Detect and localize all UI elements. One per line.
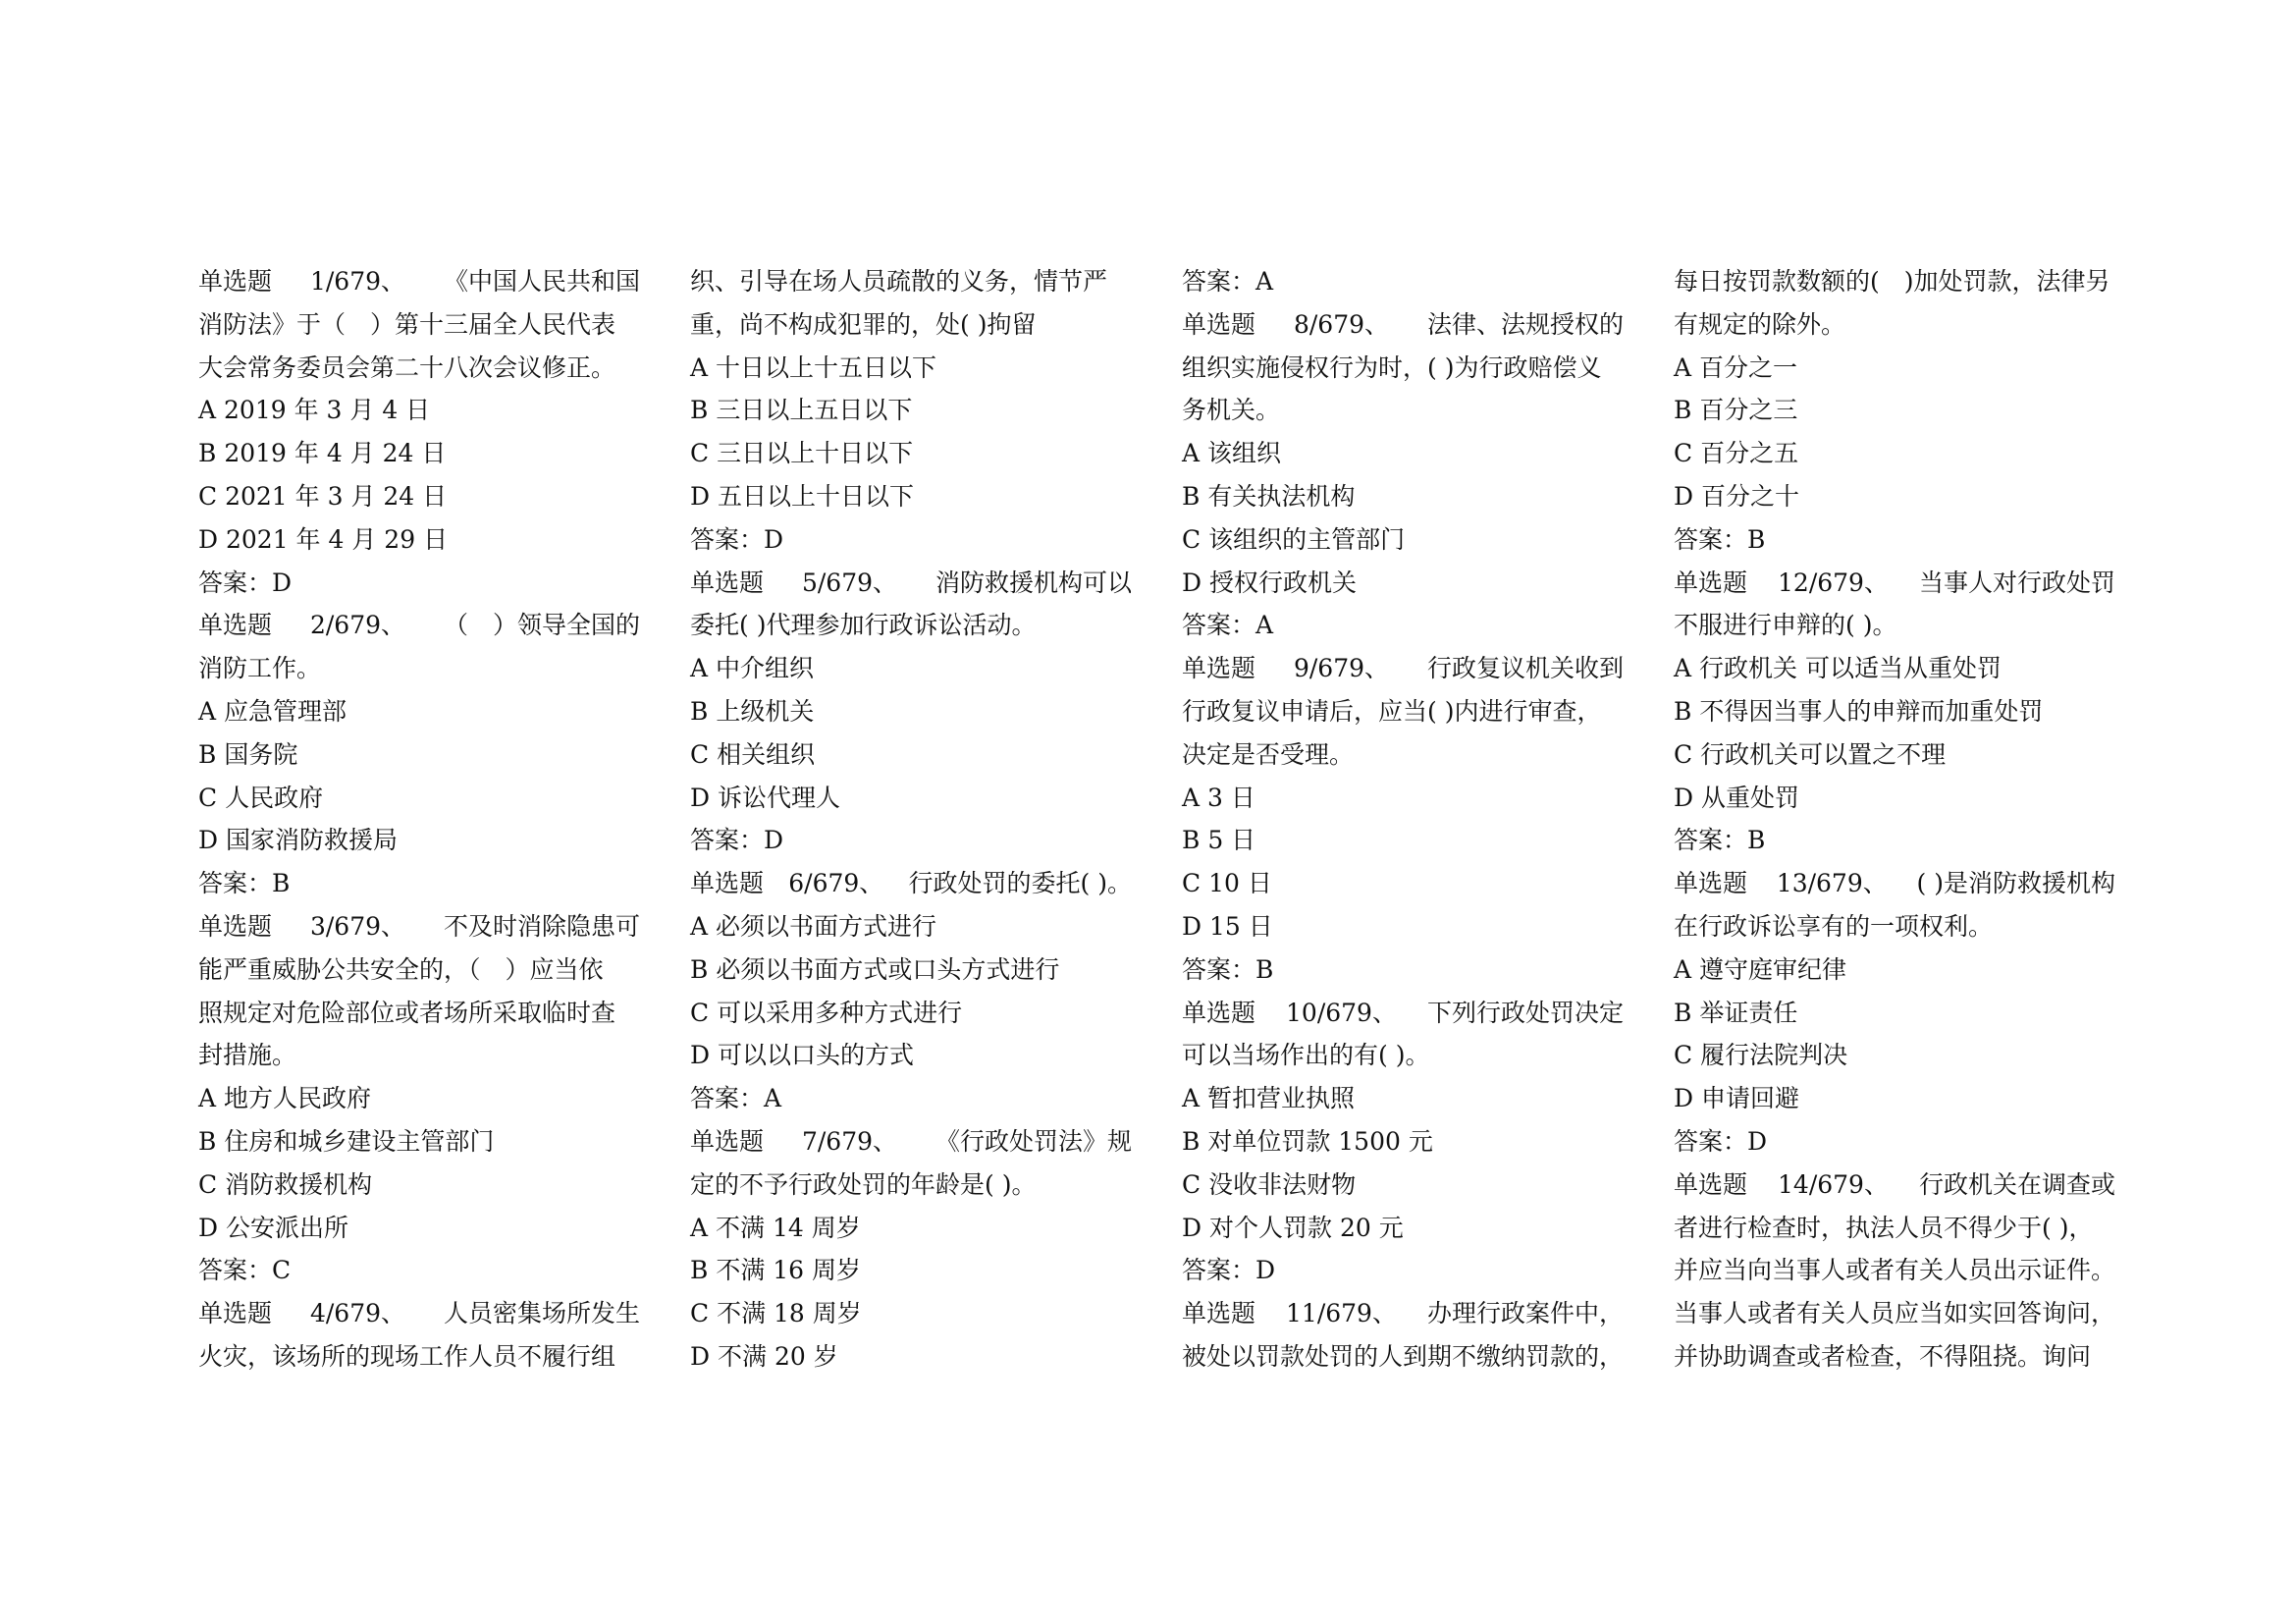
question-number: 2/679、	[309, 611, 406, 640]
question-number: 5/679、	[801, 568, 898, 597]
question-header	[1182, 303, 1624, 347]
text-line: 能严重威胁公共安全的，（ ）应当依	[198, 954, 604, 984]
option-line: A 十日以上十五日以下	[690, 352, 937, 382]
option-line: C 百分之五	[1674, 439, 1799, 468]
question-number: 14/679、	[1778, 1169, 1889, 1199]
text-line: 行政复议申请后，应当( )内进行审查，	[1182, 696, 1602, 726]
option-line: B 三日以上五日以下	[690, 396, 913, 425]
question-text-start: 行政机关在调查或	[1918, 1169, 2115, 1199]
question-type-label: 单选题	[198, 1299, 273, 1328]
option-line: D 15 日	[1182, 911, 1273, 941]
question-text-start: 行政处罚的委托( )。	[908, 869, 1132, 898]
text-line: 织、引导在场人员疏散的义务，情节严	[690, 267, 1108, 296]
text-line: 火灾，该场所的现场工作人员不履行组	[198, 1341, 616, 1371]
option-line: B 对单位罚款 1500 元	[1182, 1126, 1433, 1156]
option-line: B 国务院	[198, 739, 298, 769]
option-line: D 诉讼代理人	[690, 783, 840, 812]
question-text-start: 下列行政处罚决定	[1426, 998, 1624, 1027]
question-header	[1182, 992, 1624, 1035]
text-line: 并协助调查或者检查，不得阻挠。询问	[1674, 1341, 2092, 1371]
answer-line: 答案：D	[690, 524, 784, 554]
option-line: B 住房和城乡建设主管部门	[198, 1126, 495, 1156]
question-header	[690, 862, 1132, 905]
question-text-start: 法律、法规授权的	[1426, 309, 1624, 339]
option-line: C 行政机关可以置之不理	[1674, 739, 1947, 769]
option-line: D 2021 年 4 月 29 日	[198, 524, 449, 554]
option-line: C 该组织的主管部门	[1182, 524, 1406, 554]
text-line: 被处以罚款处罚的人到期不缴纳罚款的，	[1182, 1341, 1625, 1371]
option-line: C 可以采用多种方式进行	[690, 998, 963, 1027]
option-line: D 公安派出所	[198, 1213, 348, 1242]
text-line: 当事人或者有关人员应当如实回答询问，	[1674, 1299, 2116, 1328]
text-line: 委托( )代理参加行政诉讼活动。	[690, 611, 1037, 640]
answer-line: 答案：B	[198, 869, 291, 898]
question-number: 10/679、	[1286, 998, 1397, 1027]
text-column-1	[198, 260, 640, 1379]
option-line: C 不满 18 周岁	[690, 1299, 862, 1328]
option-line: B 不得因当事人的申辩而加重处罚	[1674, 696, 2044, 726]
option-line: D 五日以上十日以下	[690, 481, 914, 511]
question-type-label: 单选题	[1182, 654, 1256, 683]
text-line: 务机关。	[1182, 396, 1281, 425]
question-text-start: 办理行政案件中，	[1426, 1299, 1624, 1328]
text-line: 并应当向当事人或者有关人员出示证件。	[1674, 1256, 2116, 1285]
text-column-2	[690, 260, 1132, 1379]
option-line: A 该组织	[1182, 439, 1282, 468]
text-line: 消防法》于（ ）第十三届全人民代表	[198, 309, 616, 339]
option-line: A 行政机关 可以适当从重处罚	[1674, 654, 2002, 683]
option-line: B 上级机关	[690, 696, 815, 726]
answer-line: 答案：A	[690, 1084, 782, 1113]
question-number: 6/679、	[788, 869, 884, 898]
answer-line: 答案：A	[1182, 267, 1274, 296]
question-type-label: 单选题	[1182, 1299, 1256, 1328]
question-number: 8/679、	[1293, 309, 1390, 339]
option-line: C 人民政府	[198, 783, 324, 812]
text-line: 组织实施侵权行为时，( )为行政赔偿义	[1182, 352, 1602, 382]
answer-line: 答案：D	[690, 826, 784, 855]
option-line: B 必须以书面方式或口头方式进行	[690, 954, 1060, 984]
option-line: B 有关执法机构	[1182, 481, 1356, 511]
option-line: D 对个人罚款 20 元	[1182, 1213, 1404, 1242]
text-line: 决定是否受理。	[1182, 739, 1355, 769]
question-type-label: 单选题	[198, 611, 273, 640]
question-number: 1/679、	[309, 267, 406, 296]
question-text-start: （ ）领导全国的	[443, 611, 640, 640]
option-line: A 遵守庭审纪律	[1674, 954, 1847, 984]
option-line: A 应急管理部	[198, 696, 347, 726]
question-text-start: 不及时消除隐患可	[443, 911, 640, 941]
option-line: C 10 日	[1182, 869, 1272, 898]
question-header	[198, 1292, 640, 1335]
answer-line: 答案：C	[198, 1256, 292, 1285]
option-line: A 暂扣营业执照	[1182, 1084, 1356, 1113]
text-line: 可以当场作出的有( )。	[1182, 1041, 1430, 1070]
question-header	[198, 604, 640, 647]
question-type-label: 单选题	[690, 869, 765, 898]
question-header	[690, 562, 1132, 605]
option-line: A 3 日	[1182, 783, 1255, 812]
answer-line: 答案：A	[1182, 611, 1274, 640]
text-line: 定的不予行政处罚的年龄是( )。	[690, 1169, 1037, 1199]
option-line: D 授权行政机关	[1182, 568, 1357, 597]
answer-line: 答案：B	[1182, 954, 1274, 984]
option-line: C 三日以上十日以下	[690, 439, 914, 468]
question-text-start: 《行政处罚法》规	[934, 1126, 1132, 1156]
option-line: B 2019 年 4 月 24 日	[198, 439, 447, 468]
option-line: D 不满 20 岁	[690, 1341, 838, 1371]
question-type-label: 单选题	[690, 568, 765, 597]
option-line: B 不满 16 周岁	[690, 1256, 862, 1285]
option-line: C 没收非法财物	[1182, 1169, 1357, 1199]
option-line: A 必须以书面方式进行	[690, 911, 937, 941]
question-number: 13/679、	[1776, 869, 1888, 898]
text-column-3	[1182, 260, 1624, 1379]
question-type-label: 单选题	[198, 911, 273, 941]
text-column-4	[1674, 260, 2115, 1379]
option-line: B 百分之三	[1674, 396, 1798, 425]
option-line: B 5 日	[1182, 826, 1256, 855]
question-type-label: 单选题	[198, 267, 273, 296]
question-header	[198, 260, 640, 303]
question-text-start: 人员密集场所发生	[443, 1299, 640, 1328]
answer-line: 答案：B	[1674, 826, 1766, 855]
question-text-start: 行政复议机关收到	[1426, 654, 1624, 683]
question-header	[1674, 1164, 2115, 1207]
text-line: 大会常务委员会第二十八次会议修正。	[198, 352, 616, 382]
option-line: A 地方人民政府	[198, 1084, 372, 1113]
question-number: 11/679、	[1286, 1299, 1397, 1328]
question-number: 3/679、	[309, 911, 406, 941]
text-line: 有规定的除外。	[1674, 309, 1846, 339]
text-line: 消防工作。	[198, 654, 322, 683]
answer-line: 答案：D	[1674, 1126, 1768, 1156]
option-line: C 2021 年 3 月 24 日	[198, 481, 448, 511]
option-line: C 消防救援机构	[198, 1169, 373, 1199]
question-text-start: ( )是消防救援机构	[1916, 869, 2115, 898]
answer-line: 答案：D	[198, 568, 293, 597]
text-line: 重，尚不构成犯罪的，处( )拘留	[690, 309, 1037, 339]
question-type-label: 单选题	[1674, 1169, 1748, 1199]
question-text-start: 当事人对行政处罚	[1918, 568, 2115, 597]
option-line: B 举证责任	[1674, 998, 1798, 1027]
text-line: 封措施。	[198, 1041, 297, 1070]
question-number: 4/679、	[309, 1299, 406, 1328]
question-type-label: 单选题	[1182, 998, 1256, 1027]
text-line: 者进行检查时，执法人员不得少于( )，	[1674, 1213, 2094, 1242]
option-line: D 可以以口头的方式	[690, 1041, 914, 1070]
question-text-start: 消防救援机构可以	[934, 568, 1132, 597]
question-type-label: 单选题	[1674, 869, 1748, 898]
option-line: D 百分之十	[1674, 481, 1799, 511]
text-line: 不服进行申辩的( )。	[1674, 611, 1897, 640]
option-line: A 不满 14 周岁	[690, 1213, 861, 1242]
option-line: D 国家消防救援局	[198, 826, 398, 855]
question-header	[198, 905, 640, 948]
text-line: 照规定对危险部位或者场所采取临时查	[198, 998, 616, 1027]
answer-line: 答案：D	[1182, 1256, 1276, 1285]
question-header	[690, 1120, 1132, 1164]
question-header	[1674, 862, 2115, 905]
question-type-label: 单选题	[690, 1126, 765, 1156]
text-line: 每日按罚款数额的( )加处罚款，法律另	[1674, 267, 2110, 296]
question-number: 12/679、	[1778, 568, 1889, 597]
option-line: C 履行法院判决	[1674, 1041, 1848, 1070]
question-header	[1674, 562, 2115, 605]
option-line: D 从重处罚	[1674, 783, 1799, 812]
option-line: C 相关组织	[690, 739, 816, 769]
option-line: A 百分之一	[1674, 352, 1798, 382]
text-line: 在行政诉讼享有的一项权利。	[1674, 911, 1994, 941]
answer-line: 答案：B	[1674, 524, 1766, 554]
question-header	[1182, 647, 1624, 690]
question-text-start: 《中国人民共和国	[443, 267, 640, 296]
question-header	[1182, 1292, 1624, 1335]
question-number: 7/679、	[801, 1126, 898, 1156]
option-line: A 2019 年 3 月 4 日	[198, 396, 431, 425]
question-type-label: 单选题	[1182, 309, 1256, 339]
question-number: 9/679、	[1293, 654, 1390, 683]
option-line: D 申请回避	[1674, 1084, 1799, 1113]
question-type-label: 单选题	[1674, 568, 1748, 597]
option-line: A 中介组织	[690, 654, 815, 683]
